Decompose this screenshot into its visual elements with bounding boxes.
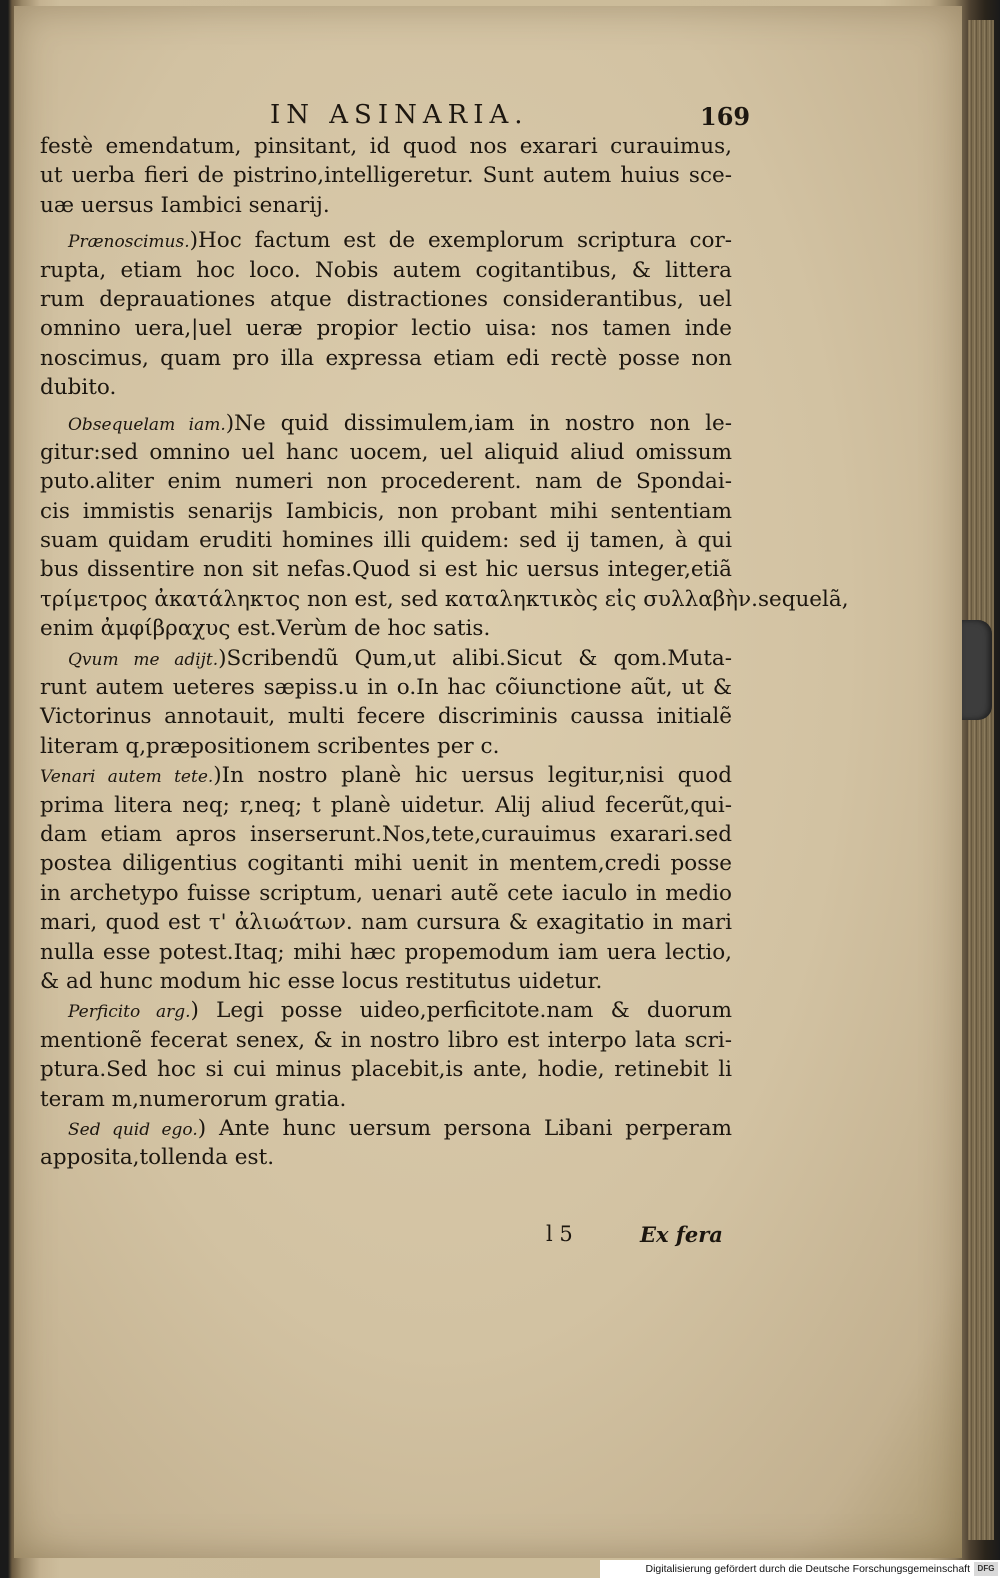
text-line: ut uerba fieri de pistrino,intelligeretur. Sunt autem huius sce-: [40, 163, 732, 189]
running-title: IN ASINARIA.: [270, 100, 529, 130]
text-span: ) Ante hunc uersum persona Libani perperam: [197, 1115, 732, 1141]
catchword: Ex fera: [640, 1222, 723, 1247]
page-edges: [968, 20, 994, 1540]
text-span: )Scribendũ Qum,ut alibi.Sicut & qom.Muta-: [218, 645, 732, 671]
page-number: 169: [700, 102, 751, 131]
text-line: [40, 409, 732, 438]
lemma: Qvum me adijt.: [68, 649, 219, 670]
text-line: in archetypo fuisse scriptum, uenari autẽ cete iaculo in medio: [40, 880, 732, 906]
text-line: mari, quod est τ' ἀλιωάτων. nam cursura & exagitatio in mari: [40, 910, 732, 936]
text-line: [40, 761, 732, 790]
text-line: & ad hunc modum hic esse locus restitutus uidetur.: [40, 968, 603, 994]
text-line: enim ἀμφίβραχυς est.Verùm de hoc satis.: [40, 616, 491, 642]
text-span: )Hoc factum est de exemplorum scriptura cor-: [189, 228, 732, 254]
text-line: nulla esse potest.Itaq; mihi hæc propemodum iam uera lectio,: [40, 939, 732, 965]
lemma: Sed quid ego.: [68, 1119, 198, 1140]
text-line: [40, 996, 732, 1025]
text-line: uæ uersus Iambici senarij.: [40, 192, 330, 218]
lemma: Obsequelam iam.: [68, 414, 226, 435]
text-line: teram m,numerorum gratia.: [40, 1086, 347, 1112]
text-line: dam etiam apros inserserunt.Nos,tete,curauimus exarari.sed: [40, 821, 732, 847]
digitization-credit: Digitalisierung gefördert durch die Deutsche Forschungsgemeinschaft: [600, 1560, 1000, 1578]
text-line: [40, 1114, 732, 1143]
text-line: runt autem ueteres sæpiss.u in o.In hac cõiunctione aũt, ut &: [40, 675, 732, 701]
text-line: ptura.Sed hoc si cui minus placebit,is ante, hodie, retinebit li: [40, 1057, 732, 1083]
text-line: suam quidam eruditi homines illi quidem: sed ij tamen, à qui: [40, 528, 732, 554]
text-line: puto.aliter enim numeri non procederent. nam de Spondai-: [40, 469, 732, 495]
text-span: ) Legi posse uideo,perficitote.nam & duorum: [190, 998, 732, 1024]
text-line: [40, 226, 732, 255]
text-line: omnino uera,|uel ueræ propior lectio uisa: nos tamen inde: [40, 316, 732, 342]
lemma: Venari autem tete.: [40, 767, 214, 788]
text-line: postea diligentius cogitanti mihi uenit in mentem,credi posse: [40, 851, 732, 877]
text-span: )Ne quid dissimulem,iam in nostro non le-: [225, 410, 732, 436]
text-line: literam q,præpositionem scribentes per c.: [40, 733, 500, 759]
text-line: prima litera neq; r,neq; t planè uidetur. Alij aliud fecerũt,qui-: [40, 792, 732, 818]
text-span: )In nostro planè hic uersus legitur,nisi quod: [213, 763, 732, 789]
text-line: cis immistis senarijs Iambicis, non probant mihi sententiam: [40, 498, 732, 524]
bookmark-tab: [962, 620, 992, 720]
lemma: Prænoscimus.: [68, 232, 190, 253]
text-line: noscimus, quam pro illa expressa etiam edi rectè posse non: [40, 345, 732, 371]
text-line: Victorinus annotauit, multi fecere discriminis caussa initialẽ: [40, 704, 732, 730]
lemma: Perficito arg.: [68, 1002, 191, 1023]
text-line: apposita,tollenda est.: [40, 1145, 275, 1171]
signature-mark: l 5: [546, 1222, 573, 1246]
main-text: [40, 132, 849, 1173]
text-line: gitur:sed omnino uel hanc uocem, uel aliquid aliud omissum: [40, 439, 732, 465]
text-line: τρίμετρος ἀκατάληκτος non est, sed καταληκτικὸς εἰς συλλαβὴν.sequelã,: [40, 586, 849, 612]
text-line: bus dissentire non sit nefas.Quod si est hic uersus integer,etiã: [40, 557, 732, 583]
text-line: rupta, etiam hoc loco. Nobis autem cogitantibus, & littera: [40, 257, 732, 283]
text-line: dubito.: [40, 375, 117, 401]
text-line: rum deprauationes atque distractiones considerantibus, uel: [40, 286, 732, 312]
text-line: mentionẽ fecerat senex, & in nostro libro est interpo lata scri-: [40, 1027, 732, 1053]
text-line: festè emendatum, pinsitant, id quod nos exarari curauimus,: [40, 134, 732, 159]
dfg-logo: DFG: [974, 1562, 998, 1576]
text-line: [40, 644, 732, 673]
